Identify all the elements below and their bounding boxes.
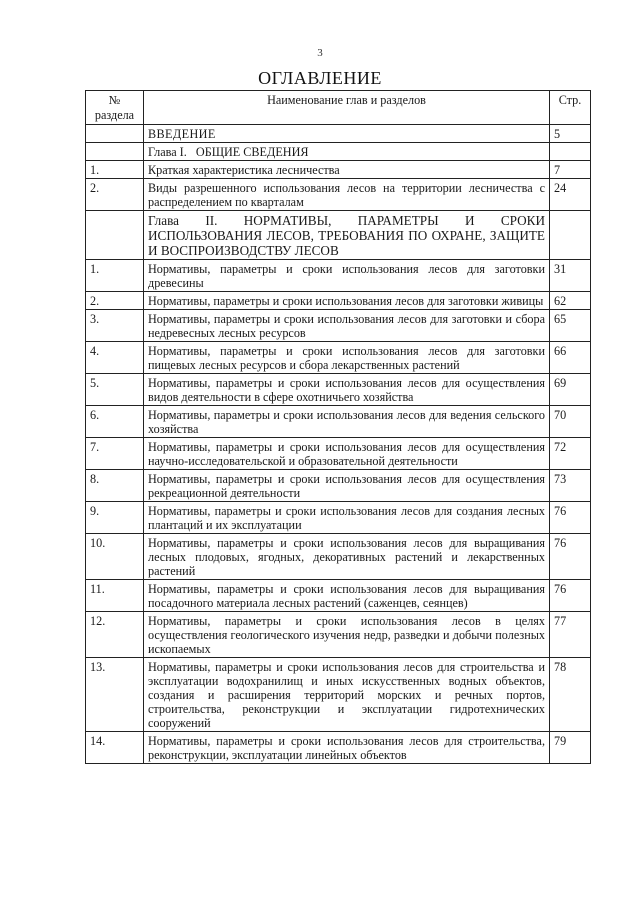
toc-row-number: 8.: [86, 470, 144, 502]
toc-row-page: 73: [550, 470, 591, 502]
toc-row: [86, 406, 591, 438]
toc-row-number: 12.: [86, 612, 144, 658]
toc-row-page: 24: [550, 179, 591, 211]
toc-row-page: 77: [550, 612, 591, 658]
toc-row-page: 62: [550, 292, 591, 310]
table-header-row: [86, 91, 591, 125]
toc-row-page: 31: [550, 260, 591, 292]
toc-row-title: Нормативы, параметры и сроки использования лесов для осуществления научно-исследовательской и образовательной деятельности: [144, 438, 550, 470]
toc-row-number: [86, 125, 144, 143]
toc-row-page: 65: [550, 310, 591, 342]
toc-row-number: 5.: [86, 374, 144, 406]
header-section-name: Наименование глав и разделов: [144, 91, 550, 125]
toc-row: [86, 732, 591, 764]
toc-row-intro: [86, 125, 591, 143]
header-page: Стр.: [550, 91, 591, 125]
toc-row-page: [550, 211, 591, 260]
toc-row-number: 7.: [86, 438, 144, 470]
toc-row: [86, 580, 591, 612]
toc-row-page: [550, 143, 591, 161]
toc-row-title: Нормативы, параметры и сроки использования лесов для ведения сельского хозяйства: [144, 406, 550, 438]
page-number: 3: [317, 47, 323, 59]
toc-row-title: Нормативы, параметры и сроки использования лесов для выращивания лесных плодовых, ягодных, декоративных растений и лекарственных растений: [144, 534, 550, 580]
toc-row-number: [86, 211, 144, 260]
toc-row: [86, 342, 591, 374]
toc-row-page: 7: [550, 161, 591, 179]
toc-row-page: 76: [550, 534, 591, 580]
toc-row-title: Нормативы, параметры и сроки использования лесов для заготовки и сбора недревесных лесных ресурсов: [144, 310, 550, 342]
toc-row-page: 70: [550, 406, 591, 438]
header-section-number: № раздела: [86, 91, 144, 125]
document-title: ОГЛАВЛЕНИЕ: [258, 68, 382, 88]
toc-row-page: 66: [550, 342, 591, 374]
toc-row-title: Нормативы, параметры и сроки использования лесов для создания лесных плантаций и их эксплуатации: [144, 502, 550, 534]
toc-row: [86, 612, 591, 658]
toc-row-number: [86, 143, 144, 161]
toc-row-page: 5: [550, 125, 591, 143]
toc-row-number: 3.: [86, 310, 144, 342]
toc-row-chapter-2: [86, 211, 591, 260]
chapter-heading: Глава I. ОБЩИЕ СВЕДЕНИЯ: [144, 143, 550, 161]
toc-row-title: Нормативы, параметры и сроки использования лесов для заготовки пищевых лесных ресурсов и сбора лекарственных растений: [144, 342, 550, 374]
toc-row-number: 2.: [86, 179, 144, 211]
toc-row: [86, 438, 591, 470]
toc-row-page: 76: [550, 502, 591, 534]
toc-row-title: Нормативы, параметры и сроки использования лесов для осуществления видов деятельности в сфере охотничьего хозяйства: [144, 374, 550, 406]
toc-row-title: Нормативы, параметры и сроки использования лесов для выращивания посадочного материала лесных растений (саженцев, сеянцев): [144, 580, 550, 612]
toc-row-number: 13.: [86, 658, 144, 732]
toc-row-title: Нормативы, параметры и сроки использования лесов для заготовки древесины: [144, 260, 550, 292]
table-of-contents: [85, 90, 591, 764]
toc-row-title: ВВЕДЕНИЕ: [144, 125, 550, 143]
toc-row: [86, 502, 591, 534]
toc-row: [86, 470, 591, 502]
toc-row: [86, 260, 591, 292]
chapter-heading: Глава II. НОРМАТИВЫ, ПАРАМЕТРЫ И СРОКИ ИСПОЛЬЗОВАНИЯ ЛЕСОВ, ТРЕБОВАНИЯ ПО ОХРАНЕ, ЗАЩИТЕ И ВОСПРОИЗВОДСТВУ ЛЕСОВ: [144, 211, 550, 260]
toc-row-title: Нормативы, параметры и сроки использования лесов для осуществления рекреационной деятельности: [144, 470, 550, 502]
toc-row: [86, 658, 591, 732]
toc-row-number: 2.: [86, 292, 144, 310]
toc-row-number: 10.: [86, 534, 144, 580]
toc-row-number: 6.: [86, 406, 144, 438]
toc-row: [86, 374, 591, 406]
toc-row-number: 1.: [86, 161, 144, 179]
toc-row: [86, 534, 591, 580]
toc-row-page: 72: [550, 438, 591, 470]
toc-row-number: 1.: [86, 260, 144, 292]
toc-row-page: 78: [550, 658, 591, 732]
toc-row: [86, 292, 591, 310]
toc-row-page: 69: [550, 374, 591, 406]
toc-row: [86, 310, 591, 342]
toc-row-page: 79: [550, 732, 591, 764]
toc-row-number: 9.: [86, 502, 144, 534]
toc-row-title: Виды разрешенного использования лесов на территории лесничества с распределением по кварталам: [144, 179, 550, 211]
toc-row-page: 76: [550, 580, 591, 612]
toc-row-number: 4.: [86, 342, 144, 374]
toc-row-title: Нормативы, параметры и сроки использования лесов для строительства, реконструкции, эксплуатации линейных объектов: [144, 732, 550, 764]
toc-row-number: 11.: [86, 580, 144, 612]
toc-row-title: Нормативы, параметры и сроки использования лесов для заготовки живицы: [144, 292, 550, 310]
toc-row-title: Нормативы, параметры и сроки использования лесов для строительства и эксплуатации водохранилищ и иных искусственных водных объектов, создания и расширения территорий морских и речных портов, строительства, реконструкции и эксплуатации гидротехнических сооружений: [144, 658, 550, 732]
toc-row-number: 14.: [86, 732, 144, 764]
toc-row: [86, 179, 591, 211]
toc-row-title: Краткая характеристика лесничества: [144, 161, 550, 179]
toc-row: [86, 161, 591, 179]
toc-row-chapter-1: [86, 143, 591, 161]
toc-row-title: Нормативы, параметры и сроки использования лесов в целях осуществления геологического изучения недр, разведки и добычи полезных ископаемых: [144, 612, 550, 658]
